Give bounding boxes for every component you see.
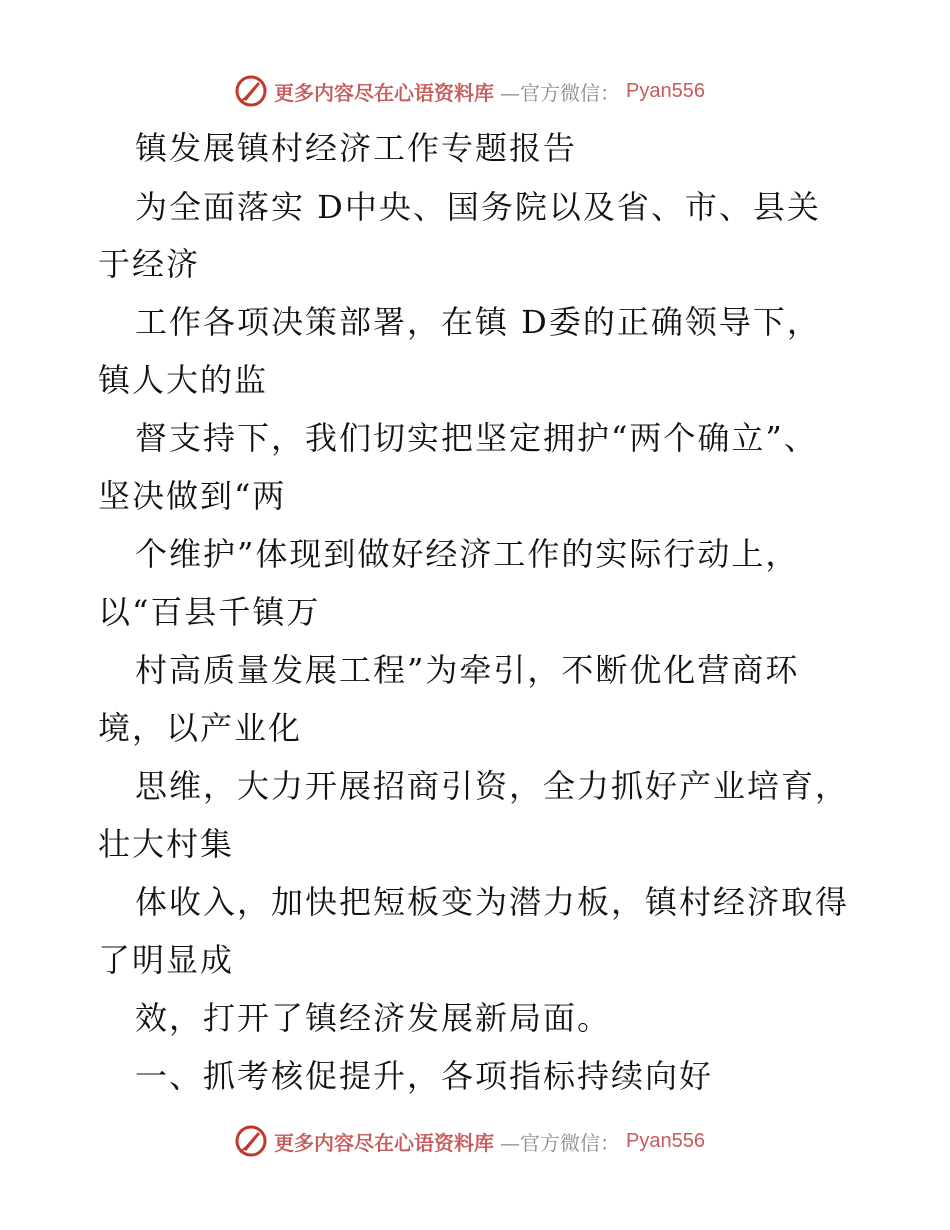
paragraph-line: 于经济 [98, 245, 201, 283]
paragraph-line: 督支持下，我们切实把坚定拥护“两个确立”、 [135, 419, 818, 457]
paragraph-line: 坚决做到“两 [98, 477, 287, 515]
paragraph-line: 个维护”体现到做好经济工作的实际行动上， [135, 535, 800, 573]
paragraph-line: 了明显成 [98, 941, 235, 979]
paragraph-line: 境，以产业化 [98, 709, 303, 747]
watermark-brand-text: 更多内容尽在心语资料库 [274, 80, 494, 105]
paragraph-line: 为全面落实 D中央、国务院以及省、市、县关 [135, 188, 821, 226]
watermark-wechat-id: Pyan556 [626, 79, 705, 102]
footer-watermark [234, 1122, 705, 1160]
paragraph-line: 以“百县千镇万 [98, 593, 321, 631]
watermark-separator-text: —官方微信： [500, 1130, 620, 1155]
document-title: 镇发展镇村经济工作专题报告 [135, 129, 578, 167]
paragraph-line: 镇人大的监 [98, 361, 269, 399]
section-heading: 一、抓考核促提升，各项指标持续向好 [135, 1057, 714, 1095]
watermark-brand-text: 更多内容尽在心语资料库 [274, 1130, 494, 1155]
quill-logo-icon [234, 1124, 268, 1158]
quill-logo-icon [234, 74, 268, 108]
header-watermark [234, 72, 705, 110]
watermark-separator-text: —官方微信： [500, 80, 620, 105]
watermark-wechat-id: Pyan556 [626, 1129, 705, 1152]
paragraph-line: 思维，大力开展招商引资，全力抓好产业培育， [135, 767, 850, 805]
paragraph-line: 效，打开了镇经济发展新局面。 [135, 999, 612, 1037]
paragraph-line: 工作各项决策部署，在镇 D委的正确领导下， [135, 303, 821, 341]
paragraph-line: 村高质量发展工程”为牵引，不断优化营商环 [135, 651, 800, 689]
paragraph-line: 体收入，加快把短板变为潜力板，镇村经济取得 [135, 883, 850, 921]
paragraph-line: 壮大村集 [98, 825, 235, 863]
